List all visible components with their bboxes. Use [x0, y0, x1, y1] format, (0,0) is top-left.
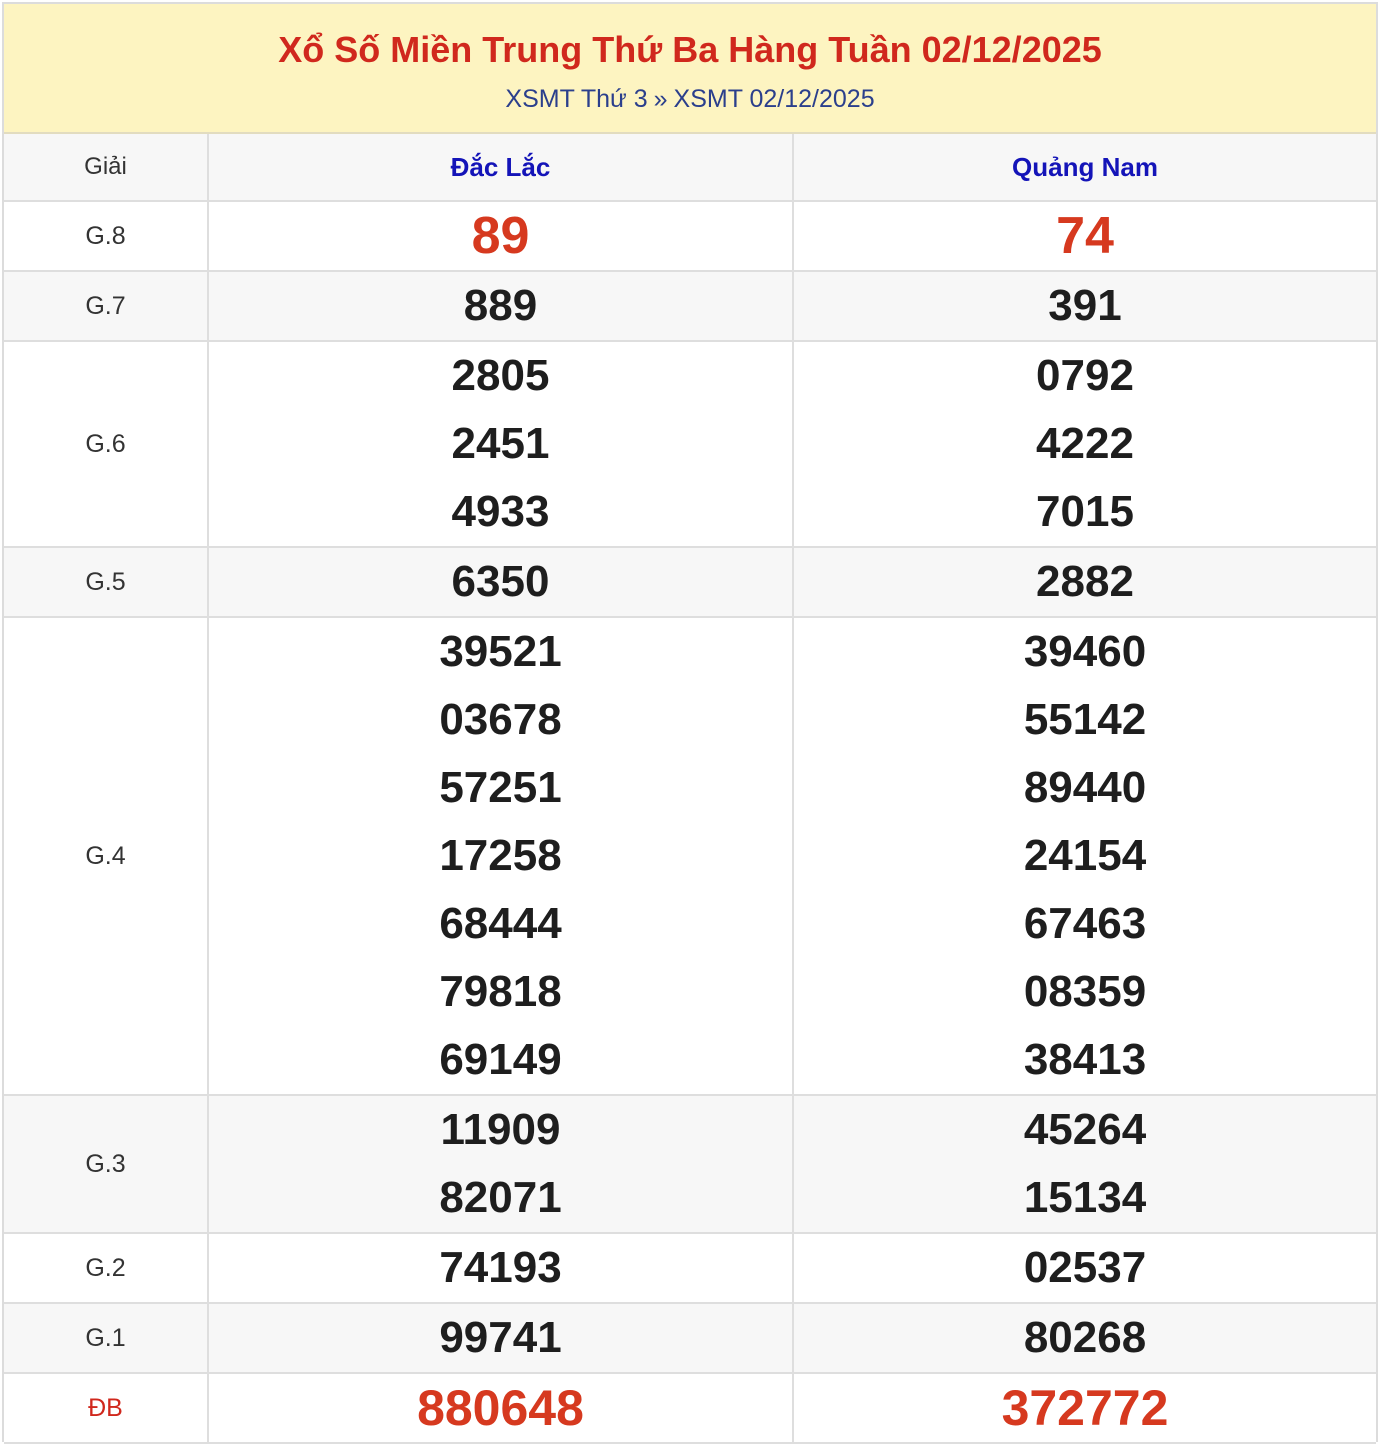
breadcrumb-link-date[interactable]: XSMT 02/12/2025	[673, 85, 875, 113]
result-number: 11909	[440, 1105, 561, 1154]
result-cell	[793, 547, 1376, 617]
result-cell	[793, 1233, 1376, 1303]
table-row	[4, 271, 1376, 341]
result-number: 372772	[1001, 1380, 1169, 1436]
result-number: 80268	[1023, 1313, 1147, 1362]
result-number: 74193	[439, 1243, 562, 1292]
results-header	[4, 4, 1376, 134]
result-cell	[793, 201, 1376, 271]
result-number: 45264	[1023, 1105, 1147, 1154]
result-number: 74	[1056, 207, 1114, 265]
table-row	[4, 1233, 1376, 1303]
result-number: 889	[463, 281, 538, 330]
result-number: 08359	[1023, 967, 1147, 1016]
result-number: 391	[1048, 281, 1122, 330]
result-number: 2805	[451, 351, 550, 400]
result-number: 15134	[1023, 1173, 1147, 1222]
breadcrumb-separator: »	[653, 85, 668, 113]
result-number: 89	[471, 207, 530, 265]
result-number: 55142	[1023, 695, 1147, 744]
page-title: Xổ Số Miền Trung Thứ Ba Hàng Tuần 02/12/2025	[278, 29, 1102, 70]
results-body	[4, 201, 1376, 1443]
prize-label: ĐB	[4, 1373, 208, 1443]
province-header-dac-lac[interactable]: Đắc Lắc	[208, 134, 793, 201]
result-number: 39521	[439, 627, 562, 676]
prize-label: G.2	[4, 1233, 208, 1303]
table-row	[4, 547, 1376, 617]
result-number: 79818	[439, 967, 562, 1016]
result-number: 82071	[439, 1173, 562, 1222]
prize-label: G.1	[4, 1303, 208, 1373]
result-cell	[208, 341, 793, 547]
result-number: 4933	[451, 487, 550, 536]
result-cell	[793, 1303, 1376, 1373]
result-cell	[793, 341, 1376, 547]
result-cell	[793, 617, 1376, 1095]
result-number: 67463	[1023, 899, 1147, 948]
breadcrumb-link-weekday[interactable]: XSMT Thứ 3	[505, 85, 648, 113]
prize-label: G.3	[4, 1095, 208, 1233]
table-header-row	[4, 134, 1376, 201]
result-number: 69149	[439, 1035, 562, 1084]
prize-label: G.5	[4, 547, 208, 617]
result-number: 99741	[439, 1313, 562, 1362]
table-row	[4, 1303, 1376, 1373]
result-cell	[793, 1373, 1376, 1443]
result-number: 68444	[439, 899, 562, 948]
table-row	[4, 201, 1376, 271]
result-cell	[208, 201, 793, 271]
result-number: 38413	[1023, 1035, 1147, 1084]
prize-label: G.6	[4, 341, 208, 547]
result-number: 6350	[451, 557, 550, 606]
result-number: 24154	[1023, 831, 1147, 880]
result-number: 2882	[1036, 557, 1134, 606]
result-cell	[208, 1233, 793, 1303]
breadcrumb	[4, 82, 1376, 116]
result-cell	[208, 1095, 793, 1233]
result-number: 7015	[1036, 487, 1134, 536]
result-number: 39460	[1023, 627, 1147, 676]
result-number: 0792	[1036, 351, 1134, 400]
table-row	[4, 617, 1376, 1095]
prize-label: G.4	[4, 617, 208, 1095]
result-number: 2451	[451, 419, 550, 468]
result-cell	[208, 1373, 793, 1443]
result-cell	[793, 1095, 1376, 1233]
prize-label: G.8	[4, 201, 208, 271]
result-number: 02537	[1023, 1243, 1147, 1292]
table-row	[4, 1095, 1376, 1233]
result-cell	[793, 271, 1376, 341]
result-number: 57251	[439, 763, 562, 812]
table-row	[4, 1373, 1376, 1443]
result-number: 89440	[1023, 763, 1147, 812]
results-table	[4, 134, 1376, 1444]
prize-label: G.7	[4, 271, 208, 341]
result-number: 880648	[417, 1380, 584, 1436]
prize-column-header: Giải	[4, 134, 208, 201]
table-row	[4, 341, 1376, 547]
result-cell	[208, 1303, 793, 1373]
result-number: 03678	[439, 695, 562, 744]
result-cell	[208, 271, 793, 341]
result-number: 17258	[439, 831, 562, 880]
result-cell	[208, 547, 793, 617]
result-cell	[208, 617, 793, 1095]
province-header-quang-nam[interactable]: Quảng Nam	[793, 134, 1376, 201]
result-number: 4222	[1036, 419, 1134, 468]
